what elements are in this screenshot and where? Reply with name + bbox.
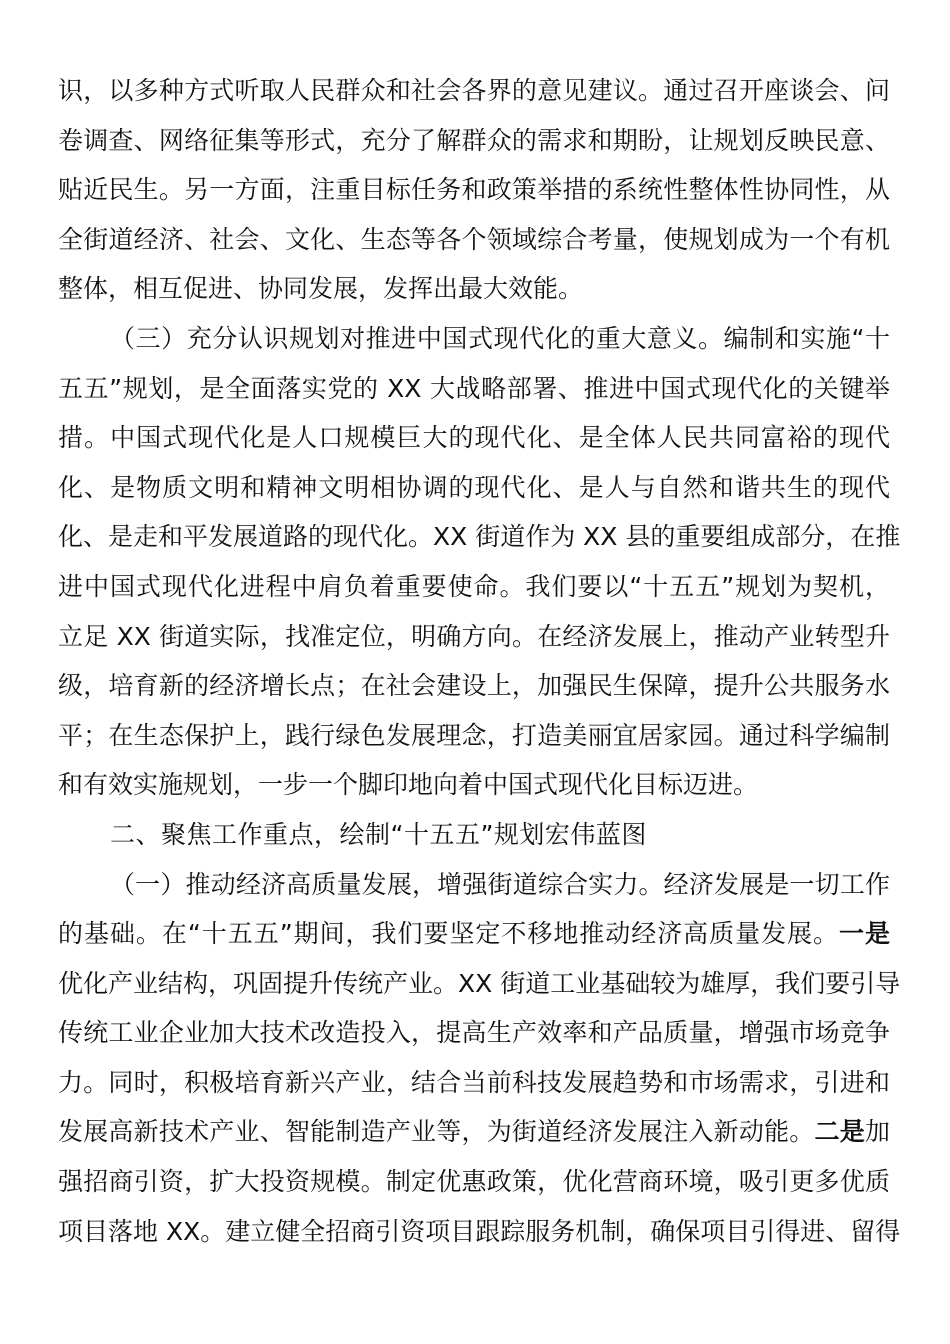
- line-text-after: 加: [864, 1117, 890, 1147]
- paragraph-line: 全街道经济、社会、文化、生态等各个领域综合考量，使规划成为一个有机: [58, 224, 890, 254]
- paragraph-line: 化、是走和平发展道路的现代化。XX 街道作为 XX 县的重要组成部分，在推: [58, 522, 901, 552]
- bold-marker: 二是: [814, 1117, 865, 1147]
- paragraph-line: 措。中国式现代化是人口规模巨大的现代化、是全体人民共同富裕的现代: [58, 423, 890, 453]
- line-text: 发展高新技术产业、智能制造产业等，为街道经济发展注入新动能。: [58, 1117, 815, 1147]
- paragraph-line: 五五”规划，是全面落实党的 XX 大战略部署、推进中国式现代化的关键举: [58, 373, 890, 403]
- document-page: [58, 66, 901, 1256]
- paragraph-line: 化、是物质文明和精神文明相协调的现代化、是人与自然和谐共生的现代: [58, 472, 890, 502]
- paragraph-line: 强招商引资，扩大投资规模。制定优惠政策，优化营商环境，吸引更多优质: [58, 1167, 890, 1197]
- paragraph-line: 进中国式现代化进程中肩负着重要使命。我们要以“十五五”规划为契机，: [58, 571, 890, 601]
- bold-marker: 一是: [839, 919, 890, 949]
- paragraph-line: 优化产业结构，巩固提升传统产业。XX 街道工业基础较为雄厚，我们要引导: [58, 968, 901, 998]
- paragraph-line: 力。同时，积极培育新兴产业，结合当前科技发展趋势和市场需求，引进和: [58, 1067, 890, 1097]
- paragraph-line: 立足 XX 街道实际，找准定位，明确方向。在经济发展上，推动产业转型升: [58, 621, 890, 651]
- paragraph-line: 平；在生态保护上，践行绿色发展理念，打造美丽宜居家园。通过科学编制: [58, 720, 890, 750]
- paragraph-line: 整体，相互促进、协同发展，发挥出最大效能。: [58, 274, 584, 304]
- paragraph-line: 传统工业企业加大技术改造投入，提高生产效率和产品质量，增强市场竞争: [58, 1018, 890, 1048]
- paragraph-line: 级，培育新的经济增长点；在社会建设上，加强民生保障，提升公共服务水: [58, 671, 890, 701]
- line-text: 的基础。在“十五五”期间，我们要坚定不移地推动经济高质量发展。: [58, 919, 840, 949]
- section-heading-3: （三）充分认识规划对推进中国式现代化的重大意义。编制和实施“十: [110, 323, 890, 353]
- paragraph-line: [58, 909, 890, 959]
- paragraph-line: 识，以多种方式听取人民群众和社会各界的意见建议。通过召开座谈会、问: [58, 76, 890, 105]
- paragraph-line: 项目落地 XX。建立健全招商引资项目跟踪服务机制，确保项目引得进、留得: [58, 1216, 901, 1246]
- paragraph-line: 和有效实施规划，一步一个脚印地向着中国式现代化目标迈进。: [58, 770, 759, 800]
- section-heading-1: （一）推动经济高质量发展，增强街道综合实力。经济发展是一切工作: [110, 869, 890, 899]
- paragraph-line: 贴近民生。另一方面，注重目标任务和政策举措的系统性整体性协同性，从: [58, 175, 890, 205]
- chapter-heading-2: 二、聚焦工作重点，绘制“十五五”规划宏伟蓝图: [110, 819, 647, 849]
- paragraph-line: [58, 1107, 890, 1157]
- paragraph-line: 卷调查、网络征集等形式，充分了解群众的需求和期盼，让规划反映民意、: [58, 125, 890, 155]
